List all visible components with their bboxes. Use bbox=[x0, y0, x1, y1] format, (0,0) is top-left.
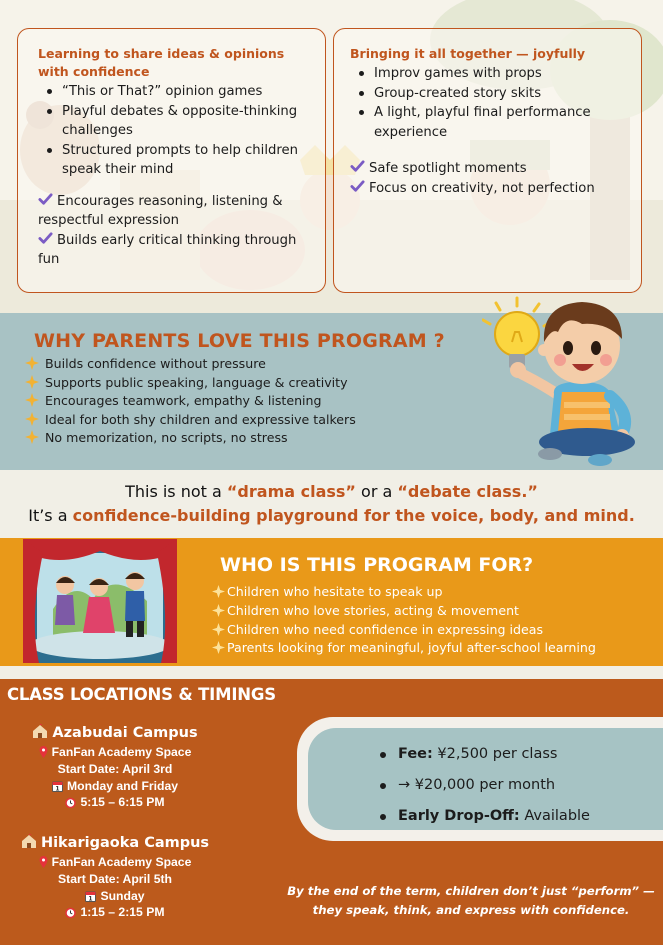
card-heading: Learning to share ideas & opinions with confidence bbox=[38, 46, 285, 79]
card-sharing-ideas bbox=[17, 28, 326, 293]
monthly-fee-item: → ¥20,000 per month bbox=[378, 770, 590, 801]
list-item: Supports public speaking, language & creativity bbox=[25, 374, 356, 393]
list-item: Ideal for both shy children and expressive talkers bbox=[25, 411, 356, 430]
fee-panel bbox=[297, 717, 663, 841]
list-item: Children who love stories, acting & movement bbox=[212, 602, 596, 621]
bullet-list bbox=[38, 82, 311, 180]
dropoff-item: Early Drop-Off: Available bbox=[378, 801, 590, 832]
list-item: No memorization, no scripts, no stress bbox=[25, 429, 356, 448]
sparkle-icon bbox=[25, 430, 39, 444]
location-pin-icon bbox=[39, 856, 48, 868]
calendar-icon bbox=[85, 891, 96, 902]
list-item: Improv games with props bbox=[350, 64, 627, 84]
checkmark-icon bbox=[38, 192, 53, 207]
who-section bbox=[0, 538, 663, 666]
svg-text:1: 1 bbox=[88, 895, 94, 902]
campus-time: 1:15 – 2:15 PM bbox=[15, 904, 215, 921]
checkmark-icon bbox=[350, 179, 365, 194]
list-item: Parents looking for meaningful, joyful after-school learning bbox=[212, 639, 596, 658]
alarm-clock-icon bbox=[65, 907, 76, 918]
list-item: A light, playful final performance experience bbox=[350, 103, 627, 142]
campus-name: Hikarigaoka Campus bbox=[15, 832, 215, 854]
campus-azabudai bbox=[25, 722, 205, 811]
campus-time: 5:15 – 6:15 PM bbox=[25, 794, 205, 811]
calendar-icon bbox=[52, 781, 63, 792]
campus-hikarigaoka bbox=[15, 832, 215, 921]
kid-lightbulb-illustration bbox=[482, 284, 642, 470]
bullet-list bbox=[350, 64, 627, 142]
list-item: “This or That?” opinion games bbox=[38, 82, 311, 102]
list-item: Children who hesitate to speak up bbox=[212, 583, 596, 602]
statement-line-2: It’s a confidence-building playground for the voice, body, and mind. bbox=[28, 506, 635, 525]
locations-section bbox=[0, 679, 663, 945]
sparkle-icon bbox=[25, 375, 39, 389]
check-item: Focus on creativity, not perfection bbox=[350, 179, 627, 199]
campus-name: Azabudai Campus bbox=[25, 722, 205, 744]
sparkle-icon bbox=[212, 641, 225, 654]
check-list bbox=[38, 192, 311, 270]
sparkle-icon bbox=[212, 604, 225, 617]
fee-item: Fee: ¥2,500 per class bbox=[378, 739, 590, 770]
check-item: Encourages reasoning, listening & respectful expression bbox=[38, 193, 283, 228]
campus-venue: FanFan Academy Space bbox=[25, 744, 205, 761]
divider bbox=[0, 666, 663, 679]
check-item: Safe spotlight moments bbox=[350, 159, 627, 179]
campus-start-date: Start Date: April 5th bbox=[58, 871, 172, 886]
location-pin-icon bbox=[39, 746, 48, 758]
alarm-clock-icon bbox=[65, 797, 76, 808]
audience-list bbox=[212, 583, 596, 658]
sparkle-icon bbox=[25, 393, 39, 407]
fee-panel-inner bbox=[308, 728, 663, 830]
school-icon bbox=[21, 834, 37, 849]
card-bringing-together bbox=[333, 28, 642, 293]
sparkle-icon bbox=[25, 356, 39, 370]
school-icon bbox=[32, 724, 48, 739]
section-title: WHY PARENTS LOVE THIS PROGRAM ? bbox=[34, 330, 445, 352]
check-item: Builds early critical thinking through fun bbox=[38, 232, 297, 267]
sparkle-icon bbox=[212, 585, 225, 598]
section-title: WHO IS THIS PROGRAM FOR? bbox=[220, 554, 534, 576]
sparkle-icon bbox=[25, 412, 39, 426]
list-item: Encourages teamwork, empathy & listening bbox=[25, 392, 356, 411]
section-title: CLASS LOCATIONS & TIMINGS bbox=[7, 685, 276, 704]
stage-illustration bbox=[23, 539, 177, 663]
campus-venue: FanFan Academy Space bbox=[15, 854, 215, 871]
fee-list bbox=[378, 739, 590, 832]
campus-days: 1 Monday and Friday bbox=[25, 778, 205, 795]
hero-section bbox=[0, 0, 663, 313]
list-item: Group-created story skits bbox=[350, 84, 627, 104]
reasons-list bbox=[25, 355, 356, 448]
list-item: Builds confidence without pressure bbox=[25, 355, 356, 374]
campus-days: 1 Sunday bbox=[15, 888, 215, 905]
closing-message: By the end of the term, children don’t just “perform” — they speak, think, and express with confidence. bbox=[287, 884, 655, 917]
card-heading: Bringing it all together — joyfully bbox=[350, 46, 586, 61]
statement-line-1: This is not a “drama class” or a “debate class.” bbox=[125, 482, 538, 501]
sparkle-icon bbox=[212, 623, 225, 636]
list-item: Structured prompts to help children speak their mind bbox=[38, 141, 311, 180]
checkmark-icon bbox=[350, 159, 365, 174]
svg-text:1: 1 bbox=[55, 785, 60, 792]
checkmark-icon bbox=[38, 231, 53, 246]
list-item: Playful debates & opposite-thinking challenges bbox=[38, 102, 311, 141]
check-list bbox=[350, 159, 627, 198]
campus-start-date: Start Date: April 3rd bbox=[57, 761, 173, 776]
list-item: Children who need confidence in expressing ideas bbox=[212, 621, 596, 640]
statement-banner bbox=[0, 470, 663, 538]
